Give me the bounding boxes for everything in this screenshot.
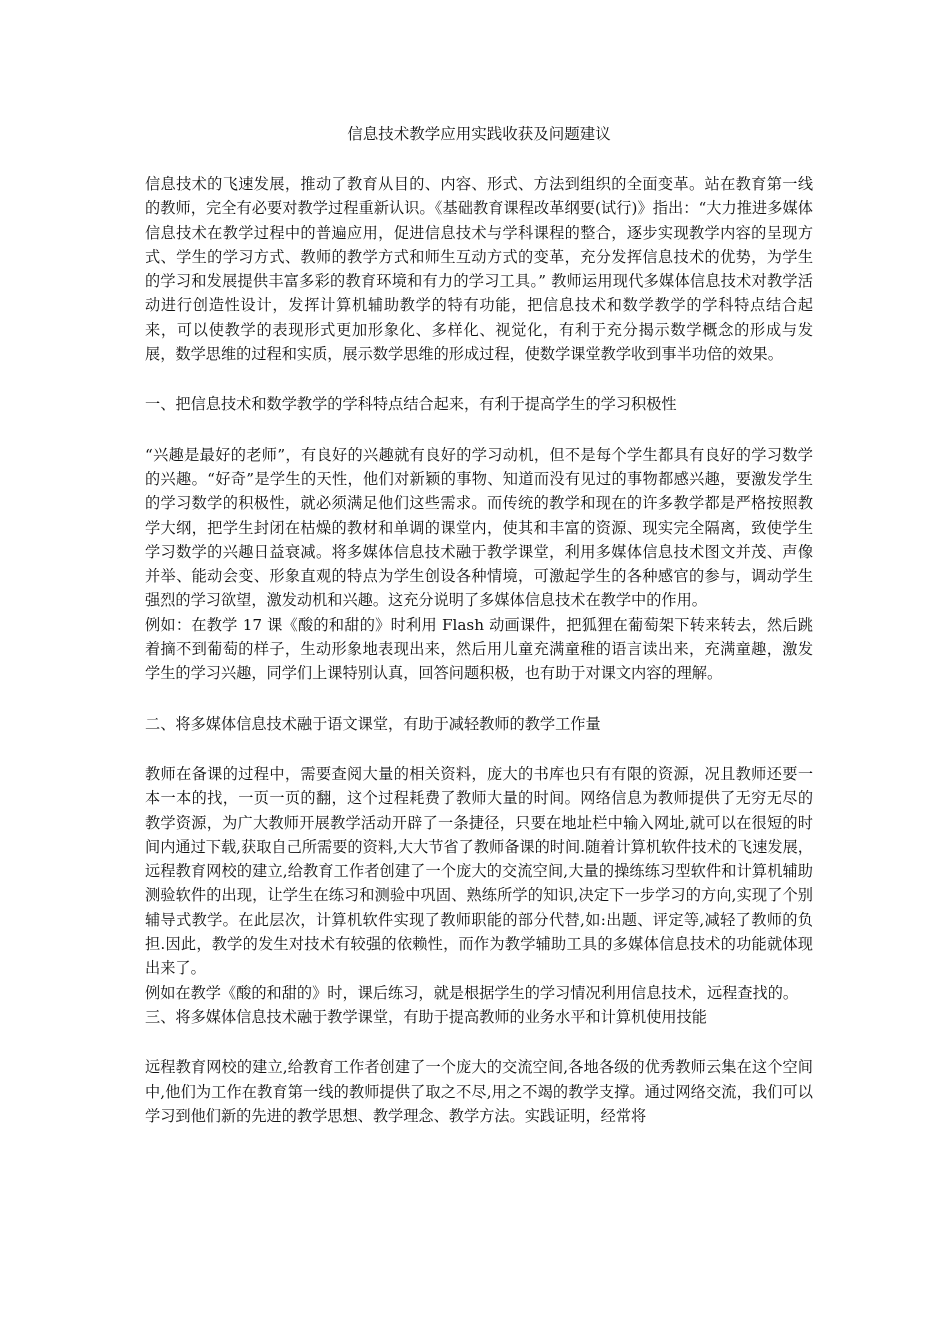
spacer bbox=[145, 686, 813, 712]
section-1-example: 例如：在教学 17 课《酸的和甜的》时利用 Flash 动画课件，把狐狸在葡萄架下转来转去，然后跳着摘不到葡萄的样子，生动形象地表现出来，然后用儿童充满童稚的语言读出来，充满童趣，激发学生的学习兴趣，同学们上课特别认真，回答问题积极，也有助于对课文内容的理解。 bbox=[145, 615, 813, 683]
intro-paragraph: 信息技术的飞速发展，推动了教育从目的、内容、形式、方法到组织的全面变革。站在教育第一线的教师，完全有必要对教学过程重新认识。《基础教育课程改革纲要(试行)》指出：“大力推进多媒体信息技术在教学过程中的普遍应用，促进信息技术与学科课程的整合，逐步实现教学内容的呈现方式、学生的学习方式、教师的教学方式和师生互动方式的变革，充分发挥信息技术的优势，为学生的学习和发展提供丰富多彩的教育环境和有力的学习工具。” 教师运用现代多媒体信息技术对教学活动进行创造性设计，发挥计算机辅助教学的特有功能，把信息技术和数学教学的学科特点结合起来，可以使教学的表现形式更加形象化、多样化、视觉化，有利于充分揭示数学概念的形成与发展，数学思维的过程和实质，展示数学思维的形成过程，使数学课堂教学收到事半功倍的效果。 bbox=[145, 175, 813, 364]
document-body bbox=[145, 122, 813, 1128]
spacer bbox=[145, 736, 813, 762]
section-2-example: 例如在教学《酸的和甜的》时，课后练习，就是根据学生的学习情况利用信息技术，远程查找的。 bbox=[145, 983, 799, 1002]
document-title: 信息技术教学应用实践收获及问题建议 bbox=[347, 125, 611, 143]
section-3-heading: 三、将多媒体信息技术融于教学课堂，有助于提高教师的业务水平和计算机使用技能 bbox=[145, 1007, 707, 1026]
spacer bbox=[145, 1029, 813, 1055]
section-1-body: “兴趣是最好的老师”，有良好的兴趣就有良好的学习动机，但不是每个学生都具有良好的学习数学的兴趣。“好奇”是学生的天性，他们对新颖的事物、知道而没有见过的事物都感兴趣，要激发学生的学习数学的积极性，就必须满足他们这些需求。而传统的教学和现在的许多教学都是严格按照教学大纲，把学生封闭在枯燥的教材和单调的课堂内，使其和丰富的资源、现实完全隔离，致使学生学习数学的兴趣日益衰减。将多媒体信息技术融于教学课堂，利用多媒体信息技术图文并茂、声像并举、能动会变、形象直观的特点为学生创设各种情境，可激起学生的各种感官的参与，调动学生强烈的学习欲望，激发动机和兴趣。这充分说明了多媒体信息技术在教学中的作用。 bbox=[145, 445, 813, 610]
section-2-heading: 二、将多媒体信息技术融于语文课堂，有助于减轻教师的教学工作量 bbox=[145, 714, 601, 733]
section-2-body: 教师在备课的过程中，需要查阅大量的相关资料，庞大的书库也只有有限的资源，况且教师还要一本一本的找，一页一页的翻，这个过程耗费了教师大量的时间。网络信息为教师提供了无穷无尽的教学资源，为广大教师开展教学活动开辟了一条捷径，只要在地址栏中输入网址,就可以在很短的时间内通过下载,获取自己所需要的资料,大大节省了教师备课的时间.随着计算机软件技术的飞速发展，远程教育网校的建立,给教育工作者创建了一个庞大的交流空间,大量的操练练习型软件和计算机辅助测验软件的出现，让学生在练习和测验中巩固、熟练所学的知识,决定下一步学习的方向,实现了个别辅导式教学。在此层次，计算机软件实现了教师职能的部分代替,如:出题、评定等,减轻了教师的负担.因此，教学的发生对技术有较强的依赖性，而作为教学辅助工具的多媒体信息技术的功能就体现出来了。 bbox=[145, 764, 813, 978]
section-3-body: 远程教育网校的建立,给教育工作者创建了一个庞大的交流空间,各地各级的优秀教师云集在这个空间中,他们为工作在教育第一线的教师提供了取之不尽,用之不竭的教学支撑。通过网络交流，我们可以学习到他们新的先进的教学思想、教学理念、教学方法。实践证明，经常将 bbox=[145, 1058, 813, 1125]
section-1-heading: 一、把信息技术和数学教学的学科特点结合起来，有利于提高学生的学习积极性 bbox=[145, 395, 677, 414]
spacer bbox=[145, 417, 813, 443]
spacer bbox=[145, 366, 813, 392]
